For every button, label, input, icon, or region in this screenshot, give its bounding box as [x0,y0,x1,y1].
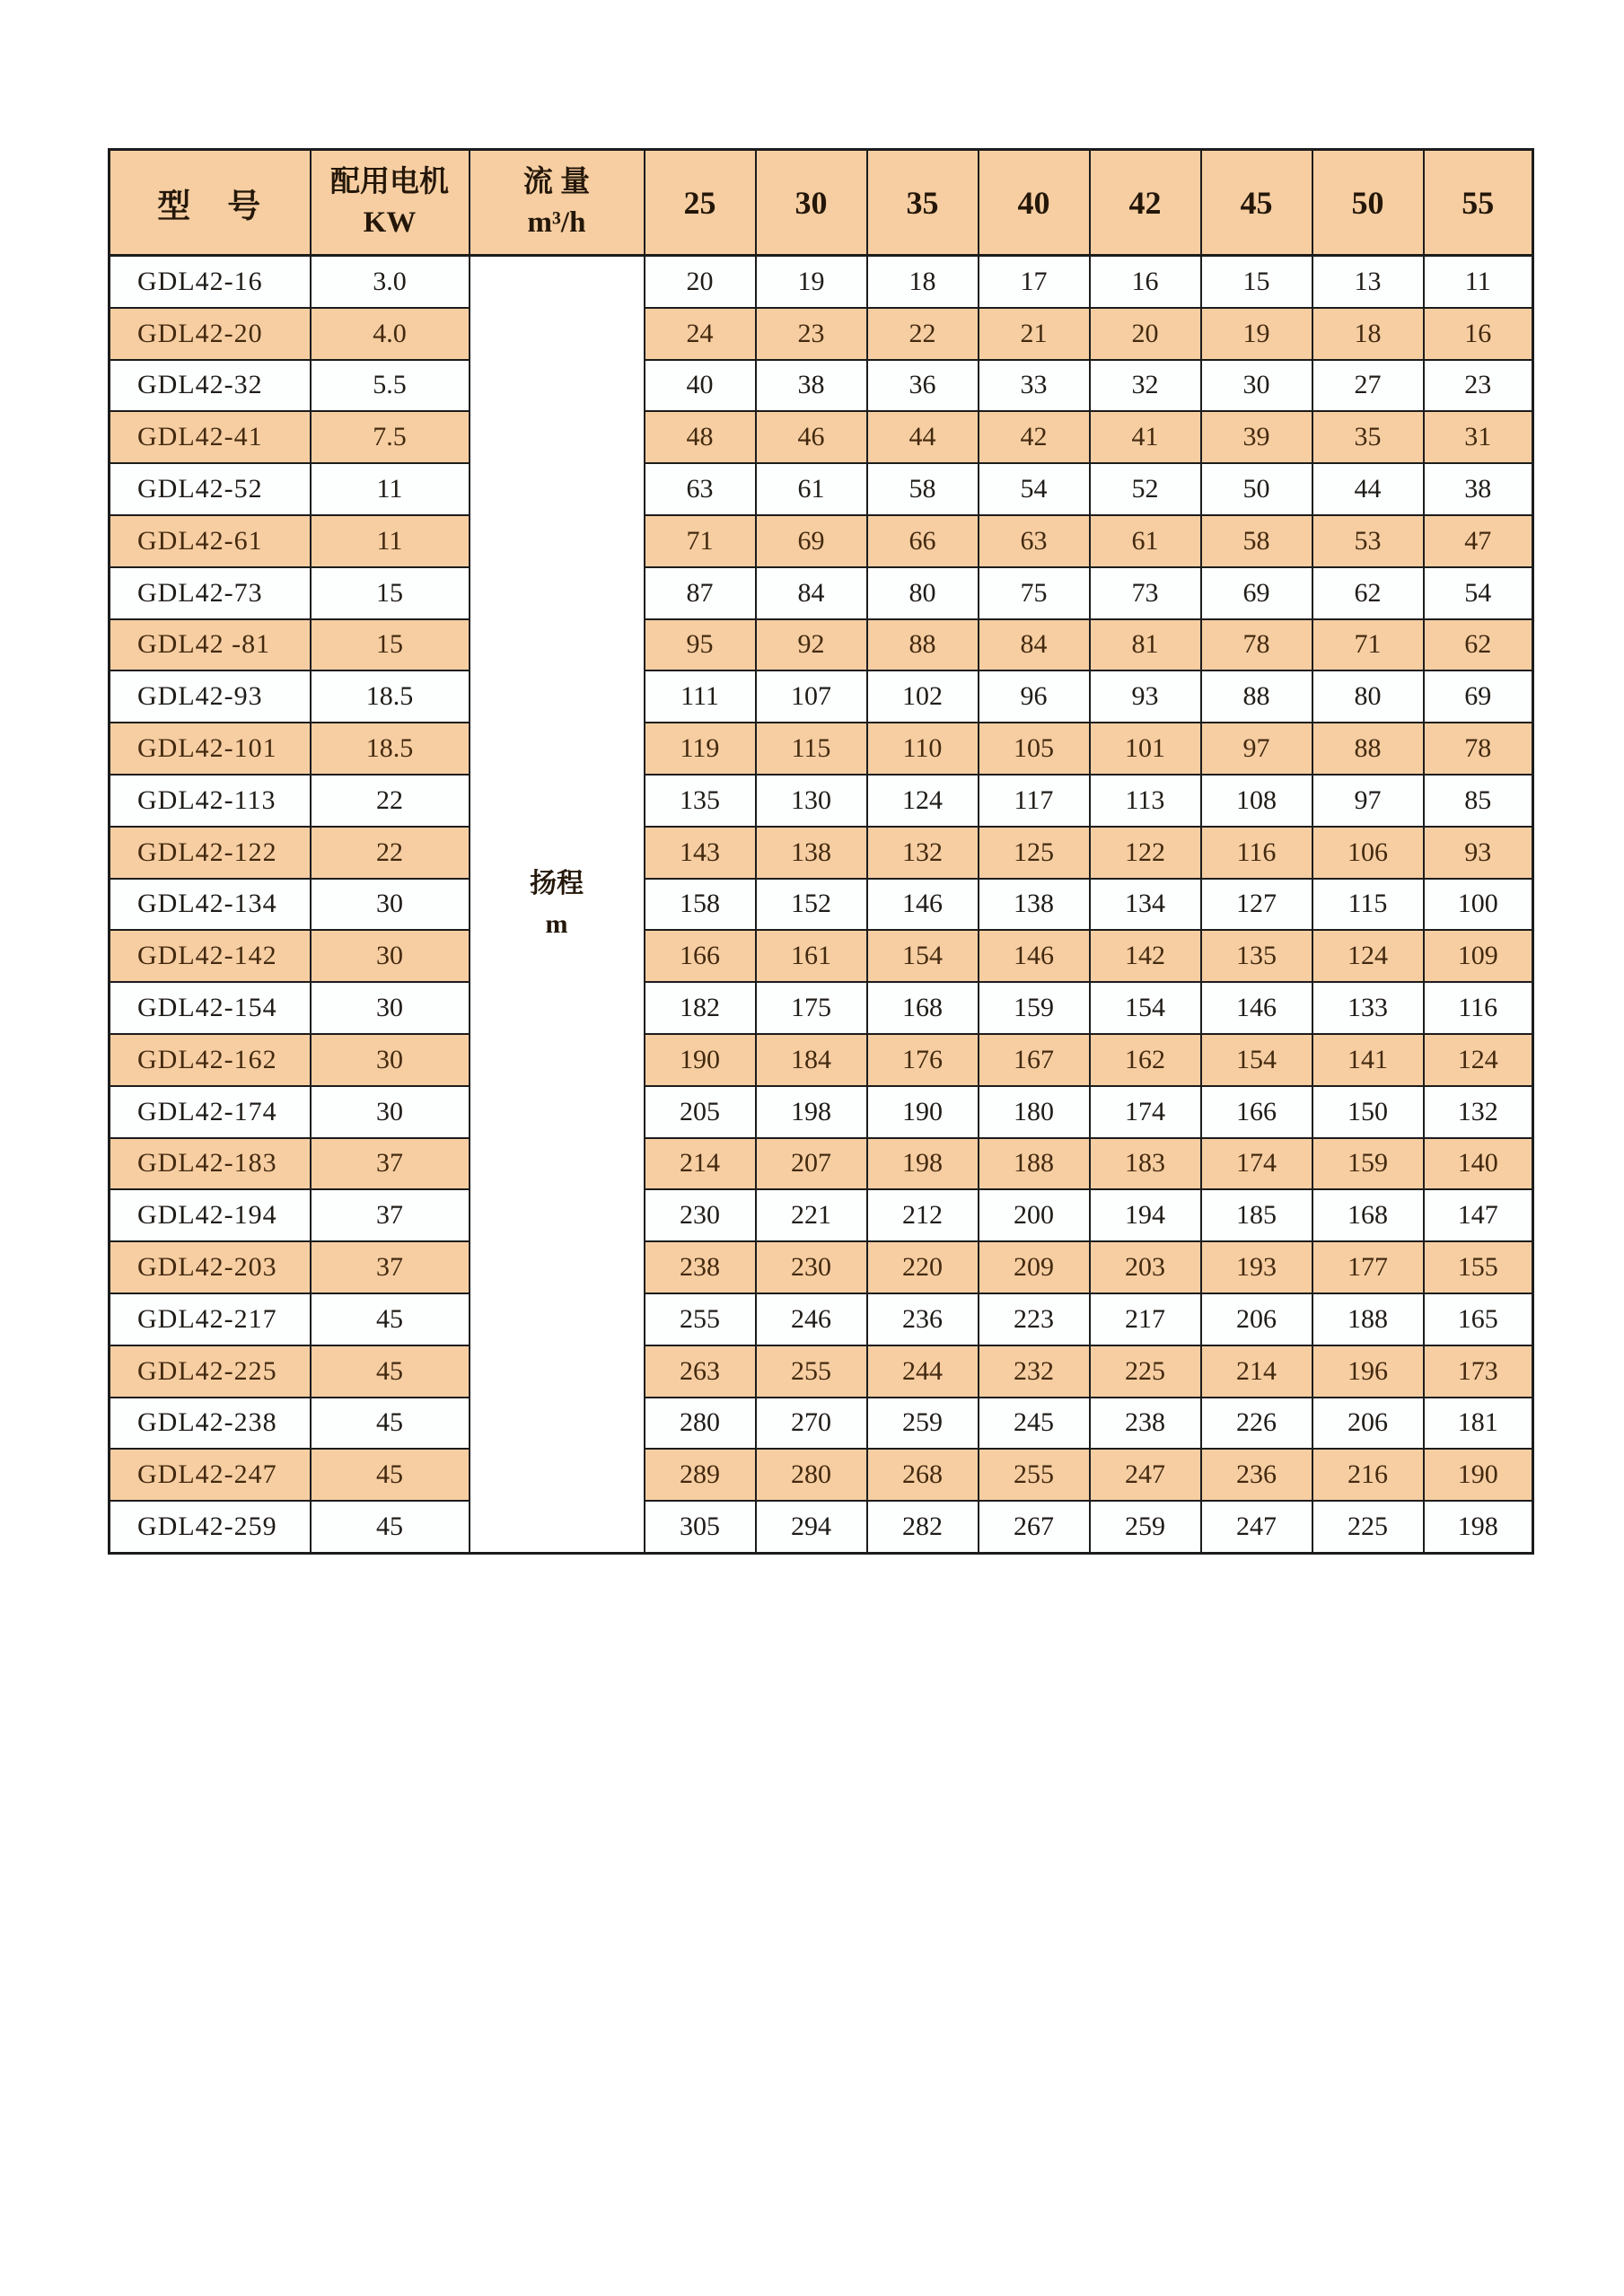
flow-value-header-35: 35 [867,150,979,256]
head-value-cell: 31 [1424,411,1533,463]
model-cell: GDL42 -81 [110,619,311,671]
head-value-cell: 38 [1424,463,1533,515]
head-value-cell: 165 [1424,1293,1533,1345]
head-value-cell: 212 [867,1189,979,1241]
motor-power-cell: 5.5 [311,360,470,412]
head-value-cell: 159 [979,982,1090,1034]
table-row [110,360,1533,412]
head-value-cell: 107 [756,670,867,723]
motor-power-cell: 30 [311,930,470,982]
head-value-cell: 47 [1424,515,1533,567]
model-cell: GDL42-122 [110,827,311,879]
head-value-cell: 130 [756,775,867,827]
head-value-cell: 78 [1201,619,1312,671]
head-value-cell: 23 [756,308,867,360]
head-value-cell: 66 [867,515,979,567]
head-value-cell: 11 [1424,256,1533,308]
head-value-cell: 174 [1201,1138,1312,1190]
head-value-cell: 147 [1424,1189,1533,1241]
head-value-cell: 226 [1201,1398,1312,1450]
head-value-cell: 63 [979,515,1090,567]
head-value-cell: 80 [1312,670,1424,723]
head-value-cell: 168 [867,982,979,1034]
head-value-cell: 88 [867,619,979,671]
head-value-cell: 182 [645,982,756,1034]
head-value-cell: 115 [1312,879,1424,931]
model-column-header: 型 号 [110,150,311,256]
head-value-cell: 236 [867,1293,979,1345]
head-value-cell: 53 [1312,515,1424,567]
head-value-cell: 188 [1312,1293,1424,1345]
head-value-cell: 106 [1312,827,1424,879]
head-value-cell: 22 [867,308,979,360]
head-value-cell: 154 [867,930,979,982]
head-value-cell: 135 [645,775,756,827]
motor-power-cell: 30 [311,1034,470,1086]
head-value-cell: 116 [1201,827,1312,879]
head-value-cell: 122 [1090,827,1201,879]
head-value-cell: 40 [645,360,756,412]
head-value-cell: 190 [645,1034,756,1086]
head-value-cell: 87 [645,567,756,619]
head-value-cell: 54 [979,463,1090,515]
table-row [110,670,1533,723]
head-value-cell: 134 [1090,879,1201,931]
head-value-cell: 184 [756,1034,867,1086]
table-row [110,308,1533,360]
head-value-cell: 247 [1201,1501,1312,1553]
head-value-cell: 132 [1424,1086,1533,1138]
model-cell: GDL42-225 [110,1345,311,1398]
table-row [110,619,1533,671]
model-cell: GDL42-174 [110,1086,311,1138]
head-value-cell: 18 [867,256,979,308]
table-row [110,1293,1533,1345]
head-value-cell: 259 [867,1398,979,1450]
model-cell: GDL42-154 [110,982,311,1034]
head-value-cell: 166 [645,930,756,982]
head-value-cell: 263 [645,1345,756,1398]
head-value-cell: 209 [979,1241,1090,1293]
flow-unit: m³/h [527,206,586,239]
head-value-cell: 62 [1424,619,1533,671]
head-value-cell: 84 [756,567,867,619]
head-value-cell: 245 [979,1398,1090,1450]
head-value-cell: 176 [867,1034,979,1086]
head-value-cell: 190 [867,1086,979,1138]
head-value-cell: 132 [867,827,979,879]
model-cell: GDL42-194 [110,1189,311,1241]
head-value-cell: 230 [756,1241,867,1293]
head-value-cell: 27 [1312,360,1424,412]
head-value-cell: 71 [1312,619,1424,671]
head-value-cell: 217 [1090,1293,1201,1345]
head-value-cell: 282 [867,1501,979,1553]
head-value-cell: 173 [1424,1345,1533,1398]
model-cell: GDL42-183 [110,1138,311,1190]
table-row [110,1398,1533,1450]
table-row [110,1501,1533,1553]
head-value-cell: 124 [1424,1034,1533,1086]
head-value-cell: 73 [1090,567,1201,619]
head-value-cell: 80 [867,567,979,619]
head-value-cell: 238 [1090,1398,1201,1450]
head-value-cell: 198 [867,1138,979,1190]
model-cell: GDL42-203 [110,1241,311,1293]
motor-power-cell: 30 [311,1086,470,1138]
flow-value-header-50: 50 [1312,150,1424,256]
head-value-cell: 62 [1312,567,1424,619]
head-value-cell: 185 [1201,1189,1312,1241]
head-value-cell: 84 [979,619,1090,671]
head-value-cell: 97 [1312,775,1424,827]
head-value-cell: 280 [756,1449,867,1501]
head-value-cell: 61 [1090,515,1201,567]
head-value-cell: 41 [1090,411,1201,463]
head-unit: m [545,909,568,940]
head-value-cell: 32 [1090,360,1201,412]
motor-power-cell: 18.5 [311,723,470,775]
head-value-cell: 19 [756,256,867,308]
motor-power-cell: 18.5 [311,670,470,723]
flow-value-header-45: 45 [1201,150,1312,256]
head-value-cell: 19 [1201,308,1312,360]
head-value-cell: 244 [867,1345,979,1398]
head-value-cell: 33 [979,360,1090,412]
head-value-cell: 152 [756,879,867,931]
head-value-cell: 71 [645,515,756,567]
model-cell: GDL42-238 [110,1398,311,1450]
motor-power-column-header [311,150,470,256]
table-row [110,1449,1533,1501]
head-value-cell: 177 [1312,1241,1424,1293]
head-value-cell: 146 [867,879,979,931]
head-value-cell: 214 [1201,1345,1312,1398]
head-value-cell: 142 [1090,930,1201,982]
model-cell: GDL42-32 [110,360,311,412]
head-value-cell: 113 [1090,775,1201,827]
table-row [110,1034,1533,1086]
model-cell: GDL42-162 [110,1034,311,1086]
head-value-cell: 95 [645,619,756,671]
head-value-cell: 236 [1201,1449,1312,1501]
head-value-cell: 13 [1312,256,1424,308]
head-value-cell: 39 [1201,411,1312,463]
head-value-cell: 183 [1090,1138,1201,1190]
head-value-cell: 125 [979,827,1090,879]
head-value-cell: 58 [1201,515,1312,567]
head-value-cell: 69 [756,515,867,567]
head-value-cell: 168 [1312,1189,1424,1241]
head-value-cell: 119 [645,723,756,775]
motor-power-label: 配用电机 [330,165,449,198]
head-value-cell: 88 [1201,670,1312,723]
head-value-cell: 102 [867,670,979,723]
table-row [110,411,1533,463]
table-row [110,879,1533,931]
head-value-cell: 69 [1201,567,1312,619]
head-value-cell: 35 [1312,411,1424,463]
head-value-cell: 255 [979,1449,1090,1501]
head-value-cell: 143 [645,827,756,879]
head-value-cell: 81 [1090,619,1201,671]
head-value-cell: 111 [645,670,756,723]
head-value-cell: 206 [1201,1293,1312,1345]
head-value-cell: 124 [867,775,979,827]
head-value-cell: 207 [756,1138,867,1190]
head-value-cell: 200 [979,1189,1090,1241]
head-value-cell: 36 [867,360,979,412]
model-cell: GDL42-16 [110,256,311,308]
head-value-cell: 223 [979,1293,1090,1345]
head-value-cell: 268 [867,1449,979,1501]
head-value-cell: 180 [979,1086,1090,1138]
head-value-cell: 154 [1201,1034,1312,1086]
head-value-cell: 140 [1424,1138,1533,1190]
model-cell: GDL42-52 [110,463,311,515]
table-row [110,1241,1533,1293]
head-label: 扬程 [530,869,584,899]
head-value-cell: 133 [1312,982,1424,1034]
flow-label: 流 量 [522,165,591,198]
head-value-cell: 69 [1424,670,1533,723]
motor-power-cell: 15 [311,619,470,671]
head-value-cell: 20 [645,256,756,308]
table-row [110,515,1533,567]
head-value-cell: 158 [645,879,756,931]
head-value-cell: 96 [979,670,1090,723]
table-row [110,256,1533,308]
head-value-cell: 124 [1312,930,1424,982]
model-cell: GDL42-20 [110,308,311,360]
flow-column-header [470,150,645,256]
head-value-cell: 188 [979,1138,1090,1190]
head-value-cell: 161 [756,930,867,982]
head-value-cell: 20 [1090,308,1201,360]
head-value-cell: 203 [1090,1241,1201,1293]
head-value-cell: 280 [645,1398,756,1450]
motor-power-cell: 15 [311,567,470,619]
table-row [110,1086,1533,1138]
head-value-cell: 294 [756,1501,867,1553]
head-value-cell: 225 [1090,1345,1201,1398]
head-value-cell: 54 [1424,567,1533,619]
head-value-cell: 48 [645,411,756,463]
table-row [110,463,1533,515]
header-row [110,150,1533,256]
model-cell: GDL42-101 [110,723,311,775]
flow-value-header-25: 25 [645,150,756,256]
head-value-cell: 181 [1424,1398,1533,1450]
head-value-cell: 92 [756,619,867,671]
head-merged-cell [470,256,645,1554]
head-value-cell: 105 [979,723,1090,775]
head-value-cell: 146 [979,930,1090,982]
motor-power-cell: 3.0 [311,256,470,308]
head-value-cell: 88 [1312,723,1424,775]
motor-power-cell: 30 [311,982,470,1034]
head-value-cell: 24 [645,308,756,360]
head-value-cell: 193 [1201,1241,1312,1293]
head-value-cell: 75 [979,567,1090,619]
motor-power-cell: 11 [311,463,470,515]
head-value-cell: 216 [1312,1449,1424,1501]
head-value-cell: 138 [979,879,1090,931]
pump-spec-table [108,148,1534,1555]
head-value-cell: 196 [1312,1345,1424,1398]
head-value-cell: 78 [1424,723,1533,775]
head-value-cell: 259 [1090,1501,1201,1553]
flow-value-header-40: 40 [979,150,1090,256]
head-value-cell: 63 [645,463,756,515]
head-value-cell: 17 [979,256,1090,308]
motor-power-cell: 37 [311,1138,470,1190]
table-row [110,1138,1533,1190]
head-value-cell: 44 [867,411,979,463]
head-value-cell: 16 [1424,308,1533,360]
model-cell: GDL42-247 [110,1449,311,1501]
head-value-cell: 270 [756,1398,867,1450]
table-row [110,1345,1533,1398]
head-value-cell: 230 [645,1189,756,1241]
head-value-cell: 61 [756,463,867,515]
head-value-cell: 198 [756,1086,867,1138]
head-value-cell: 100 [1424,879,1533,931]
flow-value-header-55: 55 [1424,150,1533,256]
model-cell: GDL42-93 [110,670,311,723]
motor-power-cell: 22 [311,827,470,879]
head-value-cell: 115 [756,723,867,775]
head-value-cell: 30 [1201,360,1312,412]
table-row [110,723,1533,775]
head-value-cell: 15 [1201,256,1312,308]
head-value-cell: 238 [645,1241,756,1293]
head-value-cell: 16 [1090,256,1201,308]
head-value-cell: 138 [756,827,867,879]
head-value-cell: 246 [756,1293,867,1345]
head-value-cell: 42 [979,411,1090,463]
head-value-cell: 58 [867,463,979,515]
table-row [110,827,1533,879]
model-cell: GDL42-142 [110,930,311,982]
head-value-cell: 146 [1201,982,1312,1034]
table-row [110,567,1533,619]
motor-power-cell: 45 [311,1345,470,1398]
table-row [110,930,1533,982]
head-value-cell: 50 [1201,463,1312,515]
model-cell: GDL42-113 [110,775,311,827]
pump-spec-table-container [108,148,1534,1555]
head-value-cell: 38 [756,360,867,412]
motor-power-cell: 45 [311,1449,470,1501]
motor-power-cell: 37 [311,1189,470,1241]
head-value-cell: 255 [645,1293,756,1345]
table-row [110,1189,1533,1241]
head-value-cell: 85 [1424,775,1533,827]
head-value-cell: 205 [645,1086,756,1138]
model-cell: GDL42-217 [110,1293,311,1345]
head-value-cell: 289 [645,1449,756,1501]
table-row [110,982,1533,1034]
head-value-cell: 109 [1424,930,1533,982]
motor-power-unit: KW [363,206,417,239]
head-value-cell: 175 [756,982,867,1034]
head-value-cell: 110 [867,723,979,775]
motor-power-cell: 7.5 [311,411,470,463]
motor-power-cell: 45 [311,1501,470,1553]
head-value-cell: 255 [756,1345,867,1398]
head-value-cell: 214 [645,1138,756,1190]
head-value-cell: 116 [1424,982,1533,1034]
head-value-cell: 232 [979,1345,1090,1398]
head-value-cell: 194 [1090,1189,1201,1241]
head-value-cell: 23 [1424,360,1533,412]
head-value-cell: 93 [1090,670,1201,723]
head-value-cell: 101 [1090,723,1201,775]
head-value-cell: 162 [1090,1034,1201,1086]
head-value-cell: 141 [1312,1034,1424,1086]
head-value-cell: 97 [1201,723,1312,775]
head-value-cell: 127 [1201,879,1312,931]
head-value-cell: 46 [756,411,867,463]
head-value-cell: 150 [1312,1086,1424,1138]
head-value-cell: 167 [979,1034,1090,1086]
table-body [110,256,1533,1554]
model-cell: GDL42-41 [110,411,311,463]
motor-power-cell: 37 [311,1241,470,1293]
head-value-cell: 267 [979,1501,1090,1553]
motor-power-cell: 4.0 [311,308,470,360]
head-value-cell: 21 [979,308,1090,360]
head-value-cell: 220 [867,1241,979,1293]
head-value-cell: 52 [1090,463,1201,515]
head-value-cell: 135 [1201,930,1312,982]
flow-value-header-30: 30 [756,150,867,256]
head-value-cell: 154 [1090,982,1201,1034]
head-value-cell: 225 [1312,1501,1424,1553]
head-value-cell: 221 [756,1189,867,1241]
head-value-cell: 166 [1201,1086,1312,1138]
head-value-cell: 159 [1312,1138,1424,1190]
model-cell: GDL42-61 [110,515,311,567]
head-value-cell: 117 [979,775,1090,827]
head-value-cell: 305 [645,1501,756,1553]
table-header [110,150,1533,256]
motor-power-cell: 45 [311,1398,470,1450]
flow-value-header-42: 42 [1090,150,1201,256]
head-value-cell: 174 [1090,1086,1201,1138]
head-value-cell: 44 [1312,463,1424,515]
head-value-cell: 93 [1424,827,1533,879]
model-cell: GDL42-259 [110,1501,311,1553]
model-cell: GDL42-134 [110,879,311,931]
motor-power-cell: 11 [311,515,470,567]
head-value-cell: 108 [1201,775,1312,827]
head-value-cell: 18 [1312,308,1424,360]
motor-power-cell: 30 [311,879,470,931]
head-value-cell: 206 [1312,1398,1424,1450]
motor-power-cell: 22 [311,775,470,827]
model-cell: GDL42-73 [110,567,311,619]
head-value-cell: 190 [1424,1449,1533,1501]
head-value-cell: 155 [1424,1241,1533,1293]
motor-power-cell: 45 [311,1293,470,1345]
head-value-cell: 247 [1090,1449,1201,1501]
table-row [110,775,1533,827]
head-value-cell: 198 [1424,1501,1533,1553]
